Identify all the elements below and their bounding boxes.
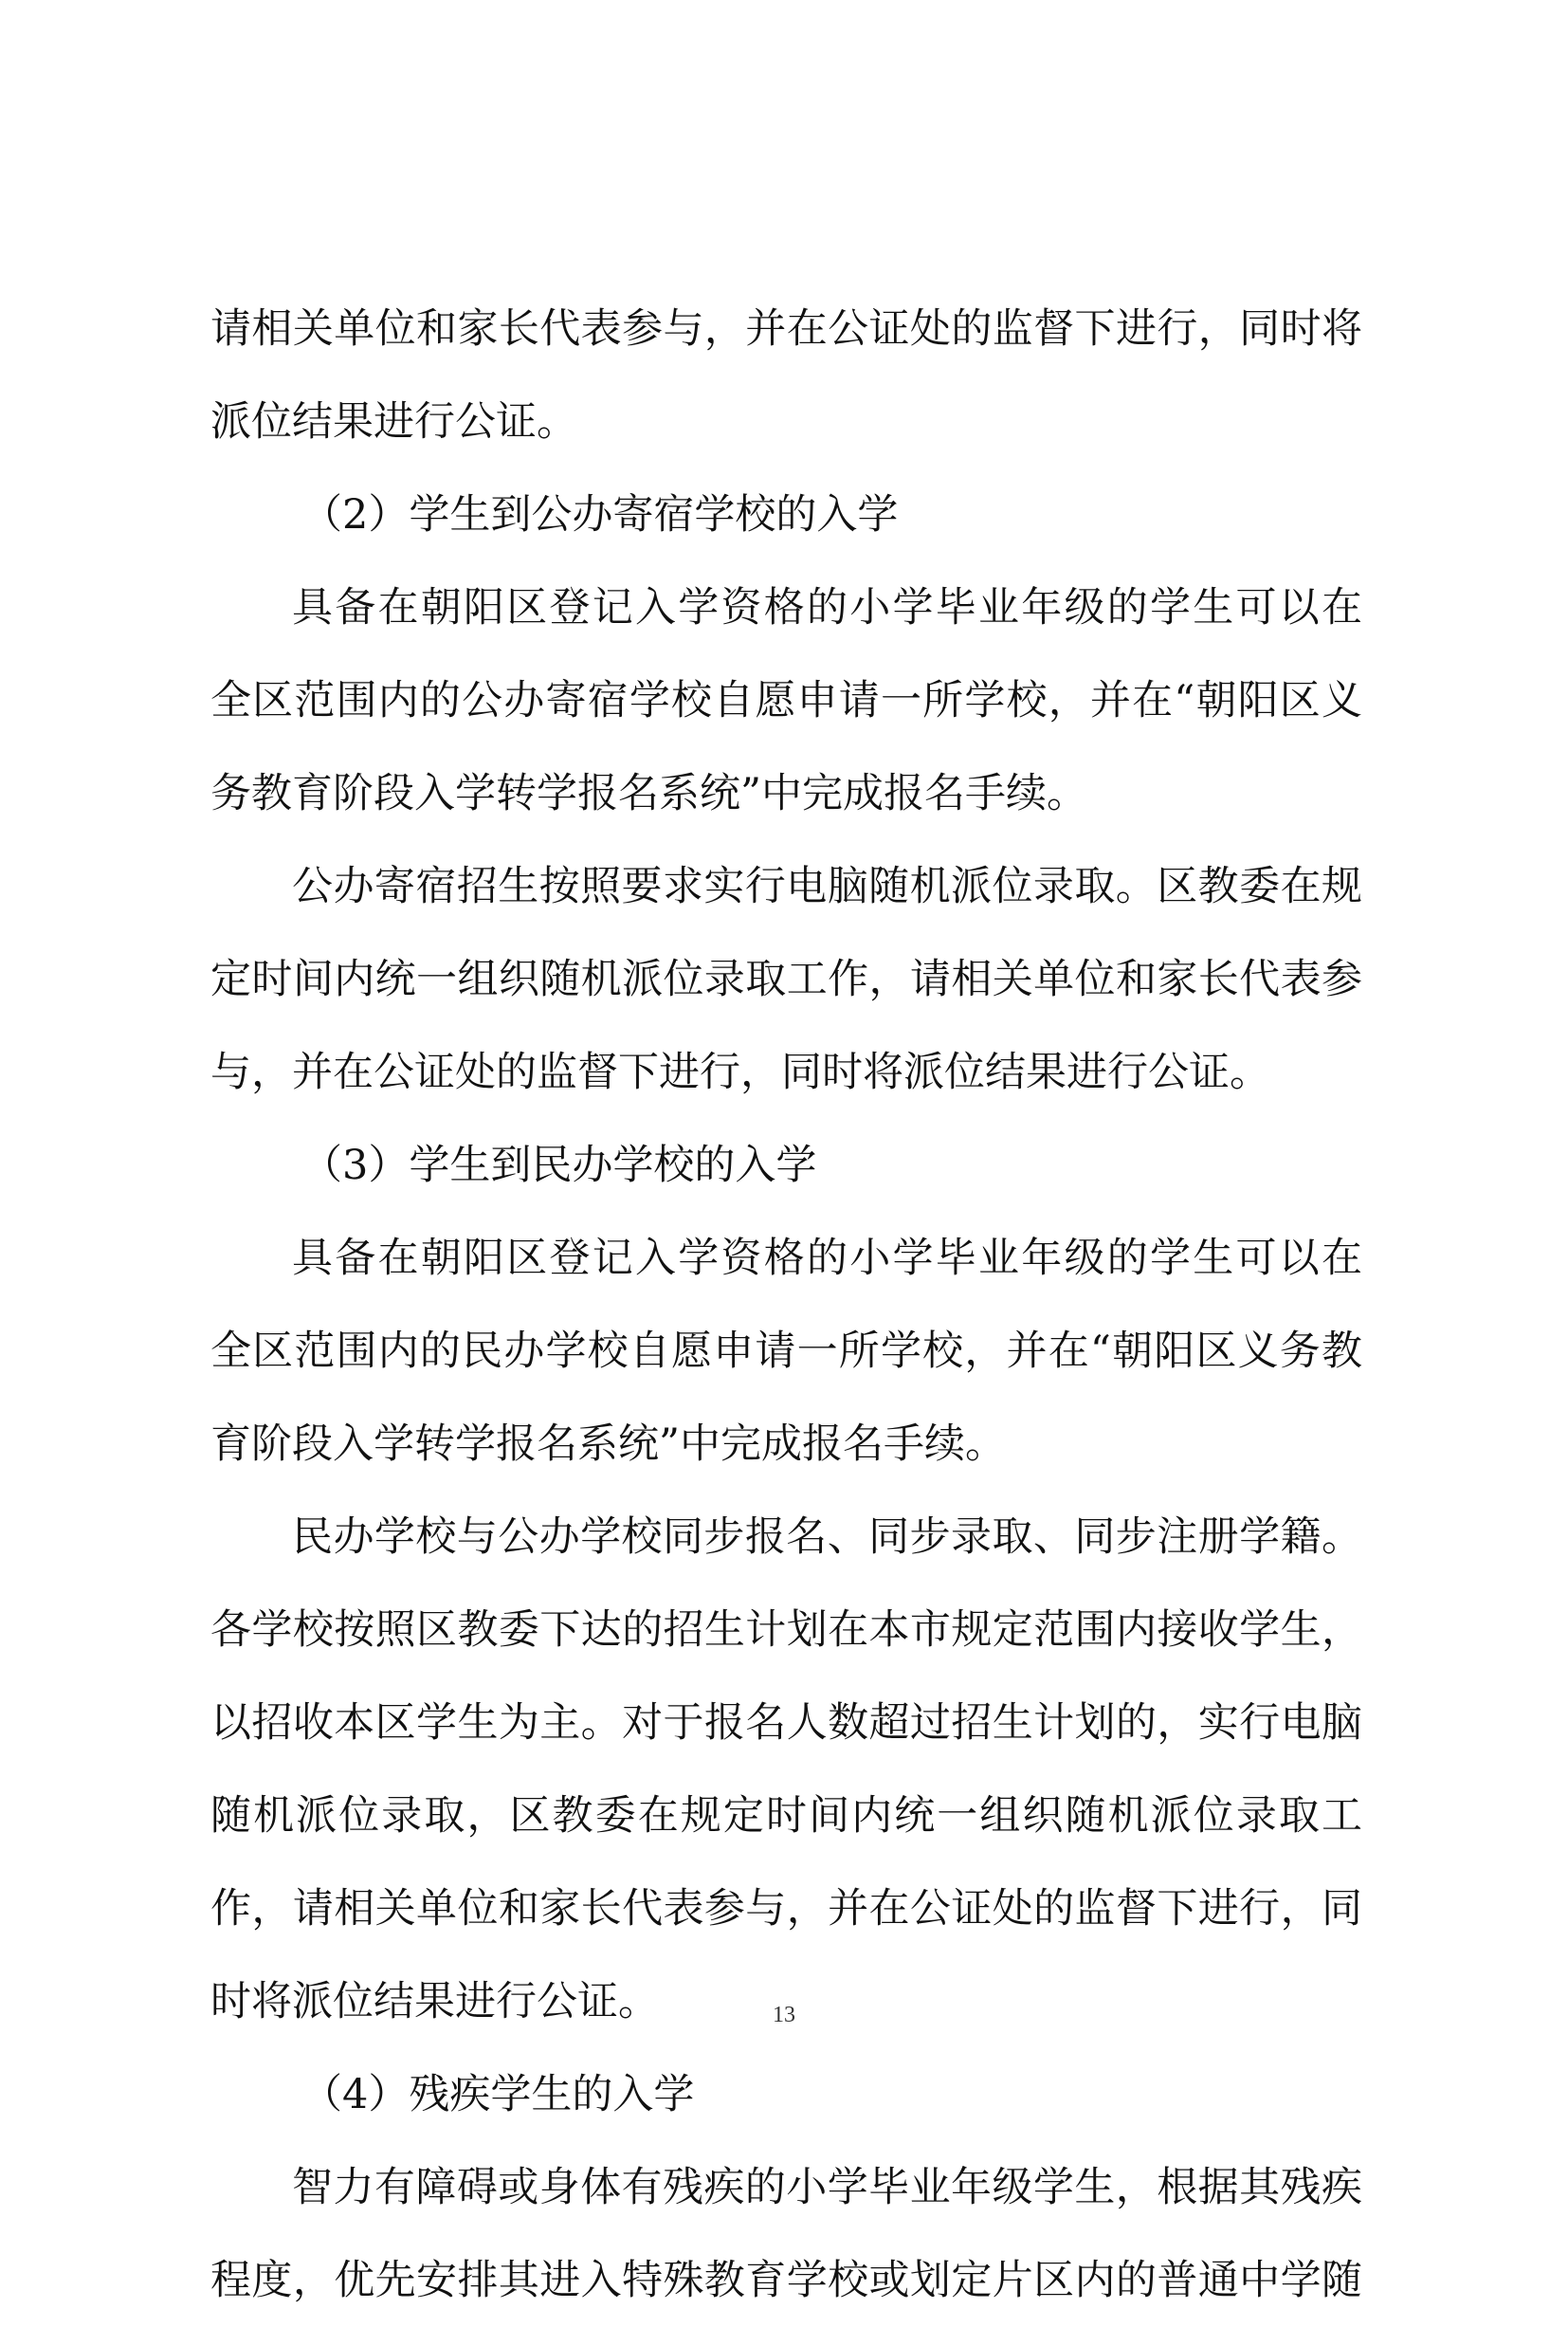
- paragraph-line: 派位结果进行公证。: [210, 398, 577, 446]
- paragraph-line: 与，并在公证处的监督下进行，同时将派位结果进行公证。: [210, 1049, 1270, 1096]
- paragraph-line: 全区范围内的公办寄宿学校自愿申请一所学校，并在“朝阳区义: [210, 677, 1362, 724]
- paragraph-line: 程度，优先安排其进入特殊教育学校或划定片区内的普通中学随: [210, 2257, 1362, 2304]
- paragraph-line: 具备在朝阳区登记入学资格的小学毕业年级的学生可以在: [292, 1235, 1362, 1282]
- paragraph-line: 随机派位录取，区教委在规定时间内统一组织随机派位录取工: [210, 1792, 1362, 1840]
- paragraph-line: 以招收本区学生为主。对于报名人数超过招生计划的，实行电脑: [210, 1699, 1362, 1747]
- section-heading: （3）学生到民办学校的入学: [301, 1142, 817, 1189]
- paragraph-line: 时将派位结果进行公证。: [210, 1978, 659, 2025]
- paragraph-line: 定时间内统一组织随机派位录取工作，请相关单位和家长代表参: [210, 956, 1362, 1003]
- paragraph-line: 各学校按照区教委下达的招生计划在本市规定范围内接收学生，: [210, 1606, 1362, 1654]
- section-heading: （4）残疾学生的入学: [301, 2071, 695, 2118]
- page-number: 13: [773, 2003, 795, 2027]
- paragraph-line: 智力有障碍或身体有残疾的小学毕业年级学生，根据其残疾: [292, 2164, 1362, 2211]
- paragraph-line: 请相关单位和家长代表参与，并在公证处的监督下进行，同时将: [210, 305, 1362, 353]
- paragraph-line: 全区范围内的民办学校自愿申请一所学校，并在“朝阳区义务教: [210, 1328, 1362, 1375]
- paragraph-line: 具备在朝阳区登记入学资格的小学毕业年级的学生可以在: [292, 584, 1362, 632]
- paragraph-line: 作，请相关单位和家长代表参与，并在公证处的监督下进行，同: [210, 1885, 1362, 1933]
- section-heading: （2）学生到公办寄宿学校的入学: [301, 491, 899, 539]
- paragraph-line: 民办学校与公办学校同步报名、同步录取、同步注册学籍。: [292, 1513, 1362, 1561]
- paragraph-line: 务教育阶段入学转学报名系统”中完成报名手续。: [210, 770, 1087, 817]
- paragraph-line: 育阶段入学转学报名系统”中完成报名手续。: [210, 1420, 1006, 1468]
- paragraph-line: 公办寄宿招生按照要求实行电脑随机派位录取。区教委在规: [292, 863, 1362, 910]
